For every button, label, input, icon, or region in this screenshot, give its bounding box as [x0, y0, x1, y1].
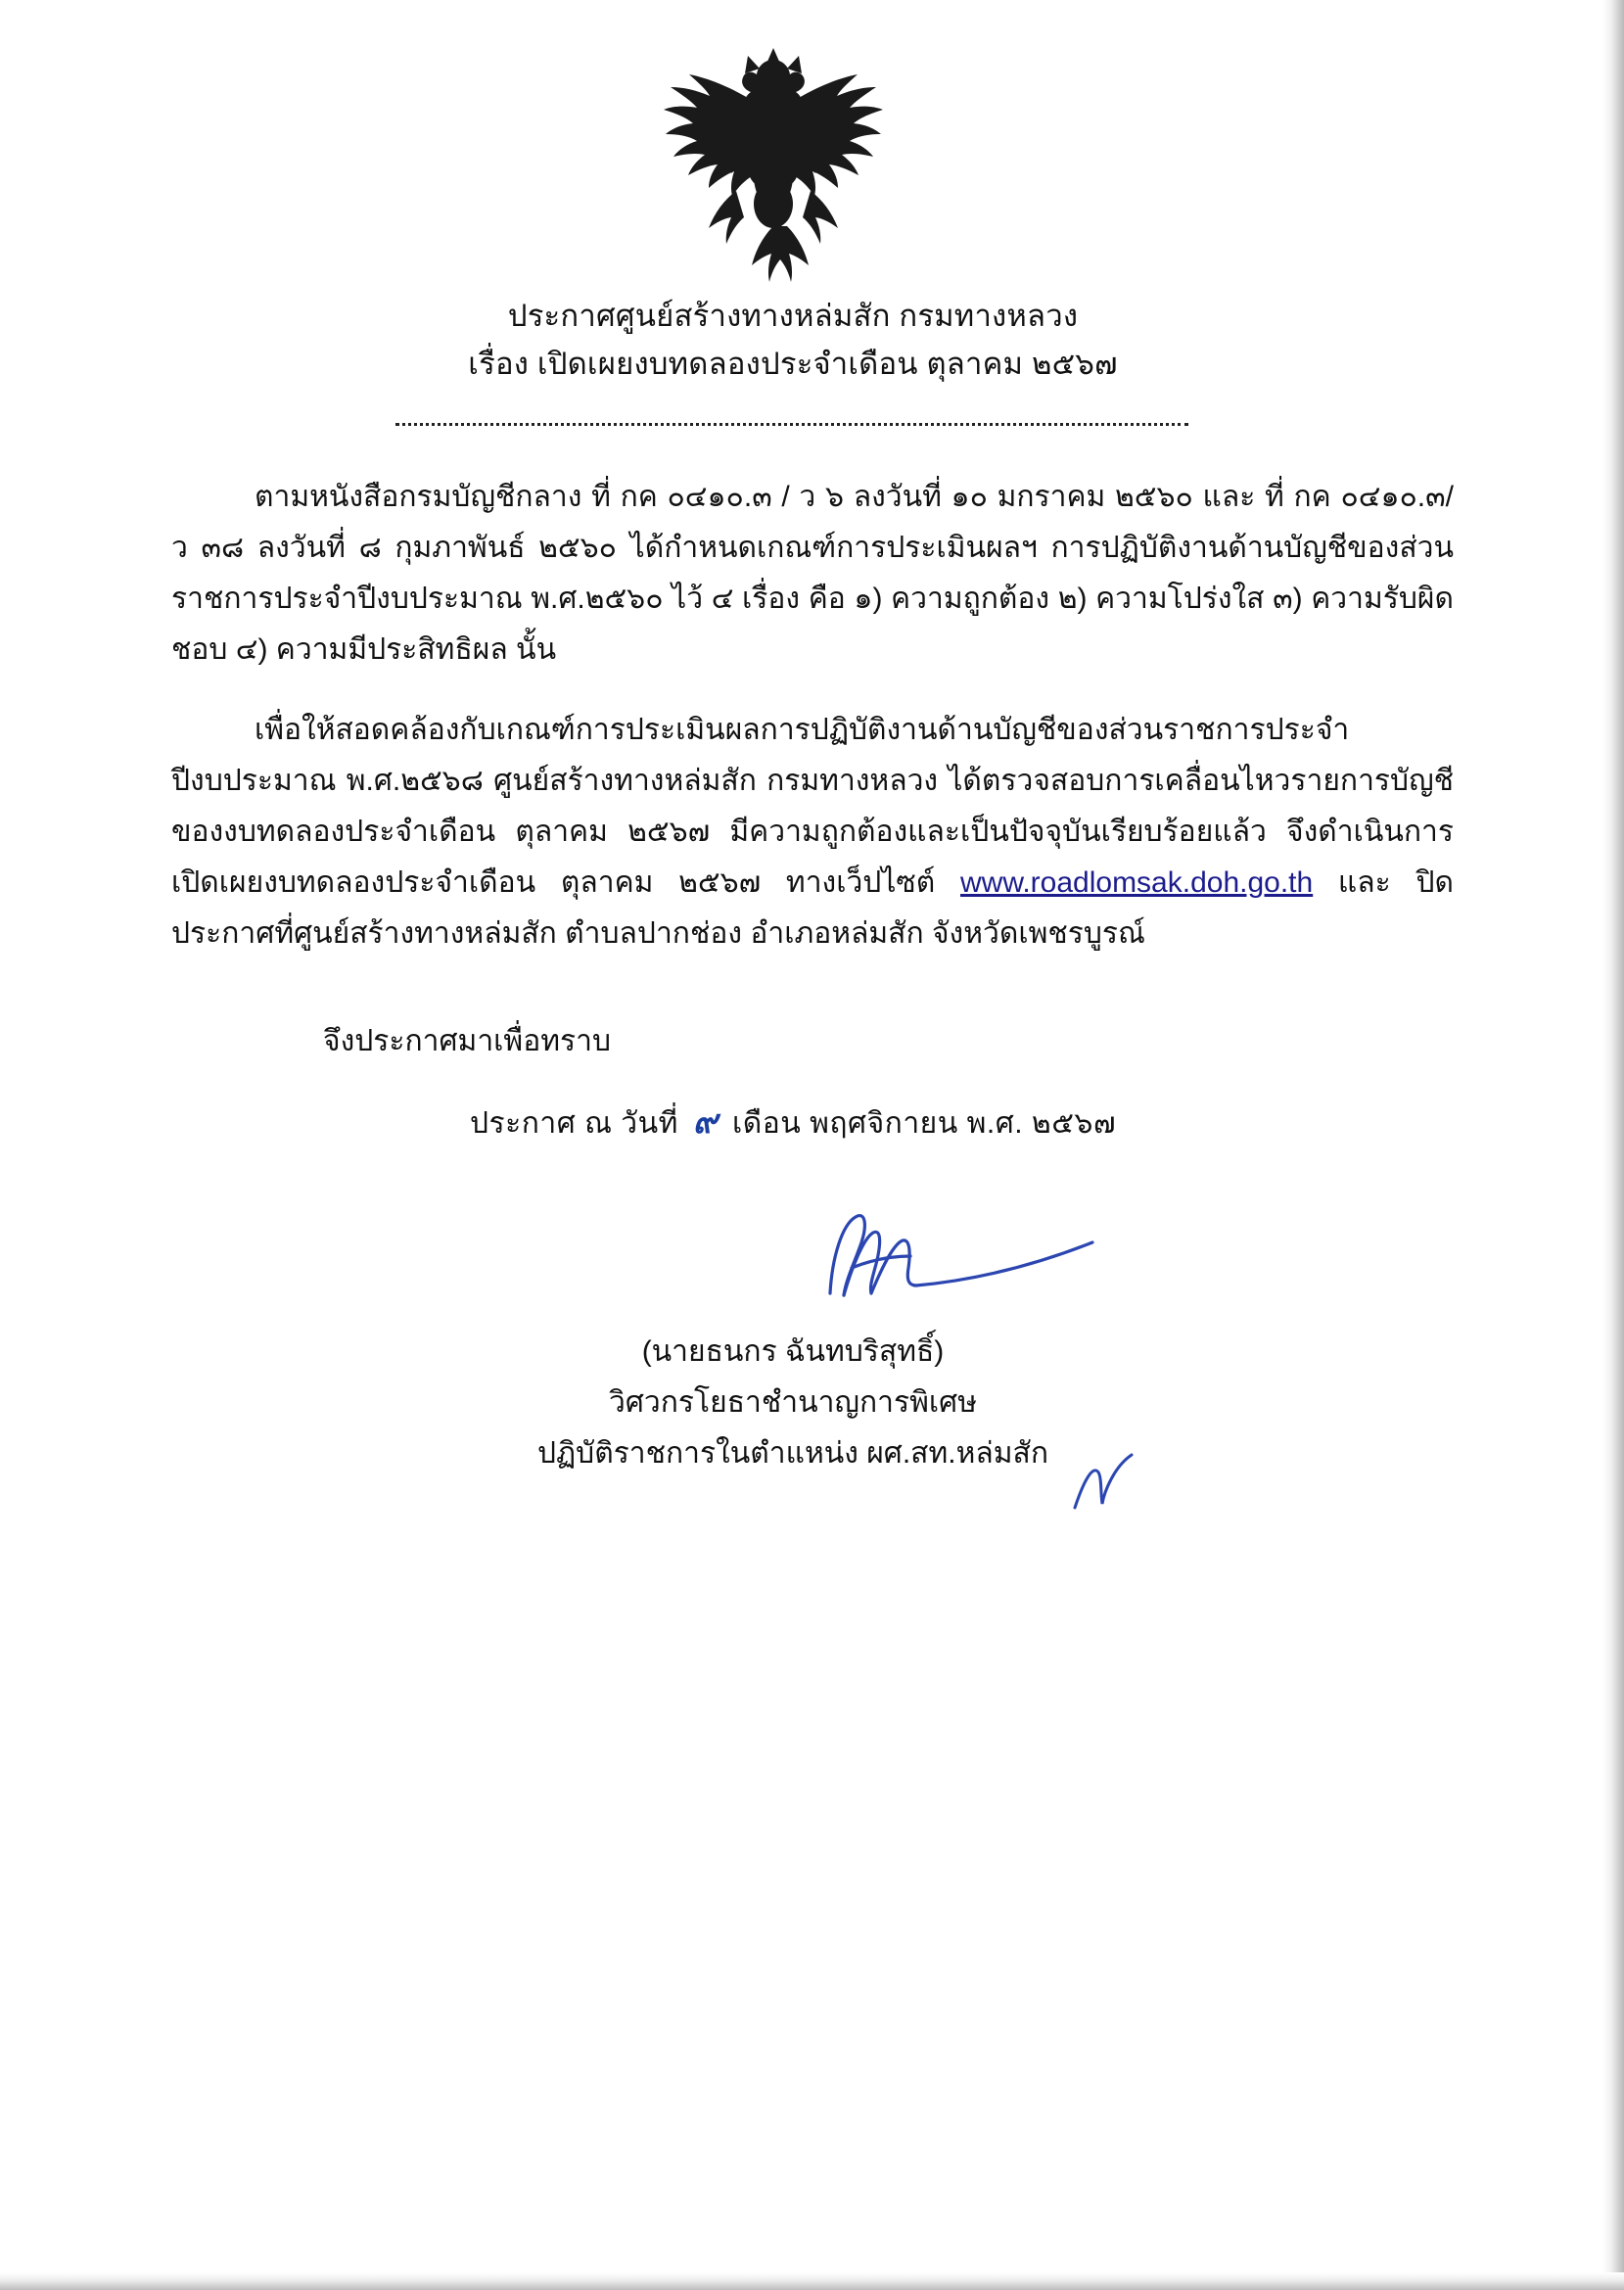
date-day-handwritten: ๙ — [692, 1104, 719, 1141]
document-heading — [0, 294, 1586, 390]
signer-position: วิศวกรโยธาชำนาญการพิเศษ — [609, 1386, 977, 1419]
page-edge-bottom — [0, 2272, 1624, 2290]
heading-line-2: เรื่อง เปิดเผยงบทดลองประจำเดือน ตุลาคม ๒๕๖๗ — [468, 347, 1118, 381]
website-link[interactable]: www.roadlomsak.doh.go.th — [960, 866, 1314, 899]
handwritten-signature — [812, 1199, 1165, 1317]
paragraph-2-text-after-link: และ ปิดประกาศที่ศูนย์สร้างทางหล่มสัก ตำบลปากช่อง อำเภอหล่มสัก จังหวัดเพชรบูรณ์ — [171, 866, 1454, 950]
signer-acting-position: ปฏิบัติราชการในตำแหน่ง ผศ.สท.หล่มสัก — [536, 1437, 1049, 1470]
date-month-year: เดือน พฤศจิกายน พ.ศ. ๒๕๖๗ — [732, 1107, 1117, 1140]
paragraph-1: ตามหนังสือกรมบัญชีกลาง ที่ กค ๐๔๑๐.๓ / ว ๖ ลงวันที่ ๑๐ มกราคม ๒๕๖๐ และ ที่ กค ๐๔๑๐.๓/ ว ๓๘ ลงวันที่ ๘ กุมภาพันธ์ ๒๕๖๐ ได้กำหนดเกณฑ์การประเมินผลฯ การปฏิบัติงานด้านบัญชีของส่วนราชการประจำปีงบประมาณ พ.ศ.๒๕๖๐ ไว้ ๔ เรื่อง คือ ๑) ความถูกต้อง ๒) ความโปร่งใส ๓) ความรับผิดชอบ ๔) ความมีประสิทธิผล นั้น — [171, 481, 1454, 666]
page-edge-right — [1602, 0, 1624, 2290]
garuda-emblem — [626, 44, 920, 294]
announcement-date-line — [0, 1095, 1586, 1147]
paragraph-2-text-before-link: เพื่อให้สอดคล้องกับเกณฑ์การประเมินผลการปฏิบัติงานด้านบัญชีของส่วนราชการประจำปีงบประมาณ พ.ศ.๒๕๖๘ ศูนย์สร้างทางหล่มสัก กรมทางหลวง ได้ตรวจสอบการเคลื่อนไหวรายการบัญชีของงบทดลองประจำเดือน ตุลาคม ๒๕๖๗ มีความถูกต้องและเป็นปัจจุบันเรียบร้อยแล้ว จึงดำเนินการเปิดเผยงบทดลองประจำเดือน ตุลาคม ๒๕๖๗ ทางเว็ปไซต์ — [171, 714, 1454, 899]
handwritten-initial-mark — [1067, 1449, 1155, 1518]
heading-divider — [395, 423, 1188, 426]
document-body — [171, 472, 1454, 989]
heading-line-1: ประกาศศูนย์สร้างทางหล่มสัก กรมทางหลวง — [507, 299, 1079, 333]
paragraph-2 — [171, 705, 1454, 959]
paragraph-3: จึงประกาศมาเพื่อทราบ — [323, 1025, 611, 1057]
date-prefix: ประกาศ ณ วันที่ — [469, 1107, 678, 1140]
signature-block — [0, 1327, 1586, 1479]
signer-name: (นายธนกร ฉันทบริสุทธิ์) — [641, 1335, 945, 1368]
